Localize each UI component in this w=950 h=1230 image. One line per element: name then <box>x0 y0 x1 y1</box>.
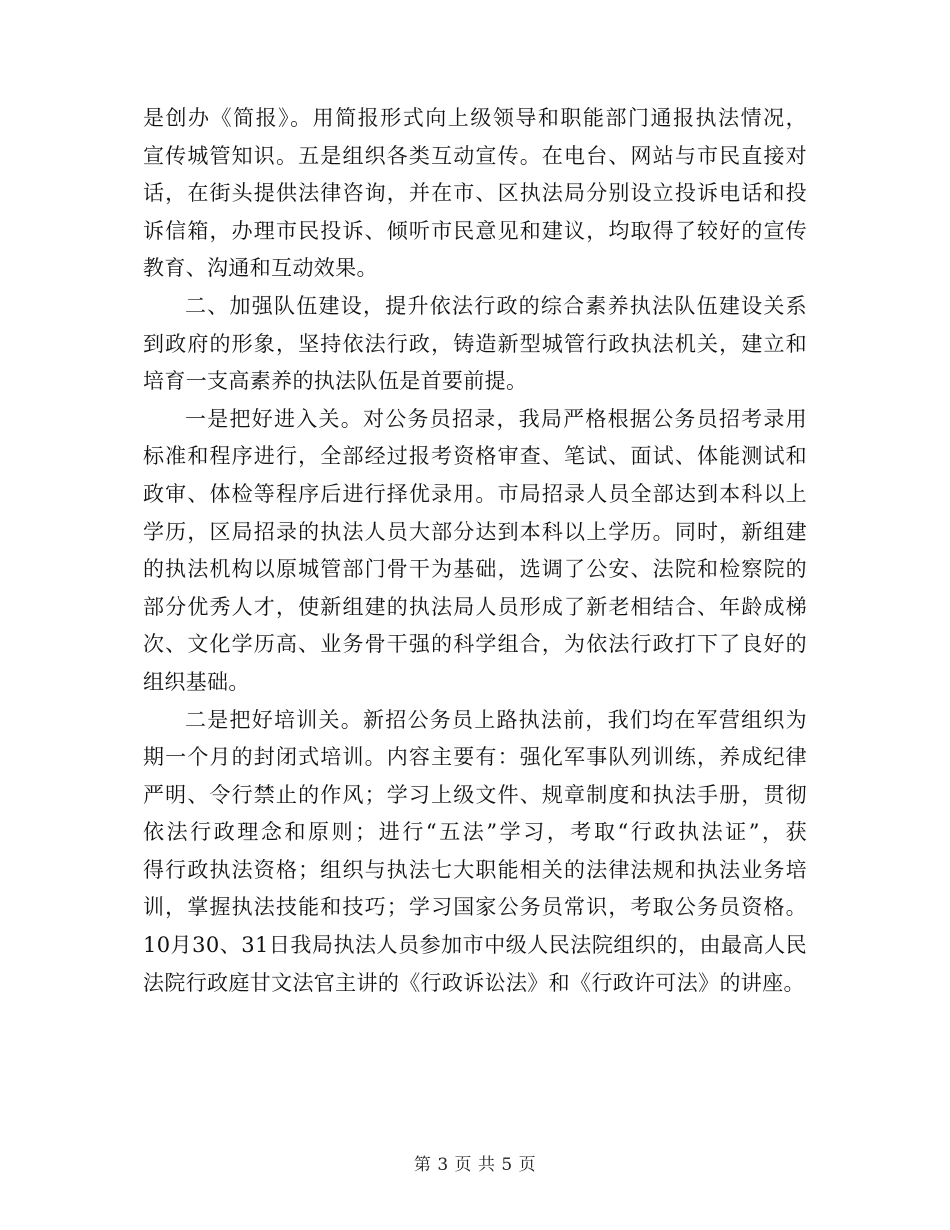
text-line: 教育、沟通和互动效果。 <box>143 256 378 281</box>
text-line: 学历，区局招录的执法人员大部分达到本科以上学历。同时，新组建 <box>143 519 807 544</box>
text-line: 严明、令行禁止的作风；学习上级文件、规章制度和执法手册，贯彻 <box>143 782 807 807</box>
text-line: 是创办《简报》。用简报形式向上级领导和职能部门通报执法情况， <box>143 106 807 130</box>
text-line: 法院行政庭甘文法官主讲的《行政诉讼法》和《行政许可法》的讲座。 <box>143 970 805 995</box>
text-line: 到政府的形象，坚持依法行政，铸造新型城管行政执法机关，建立和 <box>143 331 807 356</box>
paragraph-1 <box>143 100 807 288</box>
paragraph-2 <box>143 288 807 401</box>
document-body <box>143 100 807 1002</box>
text-line: 组织基础。 <box>143 669 250 694</box>
text-line: 期一个月的封闭式培训。内容主要有：强化军事队列训练，养成纪律 <box>143 745 807 770</box>
paragraph-4 <box>143 702 807 1003</box>
text-line: 宣传城管知识。五是组织各类互动宣传。在电台、网站与市民直接对 <box>143 143 807 168</box>
text-line: 得行政执法资格；组织与执法七大职能相关的法律法规和执法业务培 <box>143 857 807 882</box>
text-line: 二是把好培训关。新招公务员上路执法前，我们均在军营组织为 <box>185 707 807 732</box>
text-line: 训，掌握执法技能和技巧；学习国家公务员常识，考取公务员资格。 <box>143 895 807 920</box>
text-line: 一是把好进入关。对公务员招录，我局严格根据公务员招考录用 <box>185 406 807 431</box>
text-line: 的执法机构以原城管部门骨干为基础，选调了公安、法院和检察院的 <box>143 557 807 582</box>
text-line: 标准和程序进行，全部经过报考资格审查、笔试、面试、体能测试和 <box>143 444 807 469</box>
text-line: 二、加强队伍建设，提升依法行政的综合素养执法队伍建设关系 <box>185 293 807 318</box>
text-line: 依法行政理念和原则；进行“五法”学习，考取“行政执法证”，获 <box>143 820 807 845</box>
paragraph-3 <box>143 401 807 702</box>
text-line: 部分优秀人才，使新组建的执法局人员形成了新老相结合、年龄成梯 <box>143 594 807 619</box>
text-line: 次、文化学历高、业务骨干强的科学组合，为依法行政打下了良好的 <box>143 632 807 657</box>
text-line: 培育一支高素养的执法队伍是首要前提。 <box>143 369 528 394</box>
text-line: 话，在街头提供法律咨询，并在市、区执法局分别设立投诉电话和投 <box>143 181 807 206</box>
text-line: 政审、体检等程序后进行择优录用。市局招录人员全部达到本科以上 <box>143 481 807 506</box>
text-line: 诉信箱，办理市民投诉、倾听市民意见和建议，均取得了较好的宣传 <box>143 218 807 243</box>
text-line: 10月30、31日我局执法人员参加市中级人民法院组织的，由最高人民 <box>143 933 807 958</box>
page-number-footer: 第 3 页 共 5 页 <box>413 1155 537 1175</box>
